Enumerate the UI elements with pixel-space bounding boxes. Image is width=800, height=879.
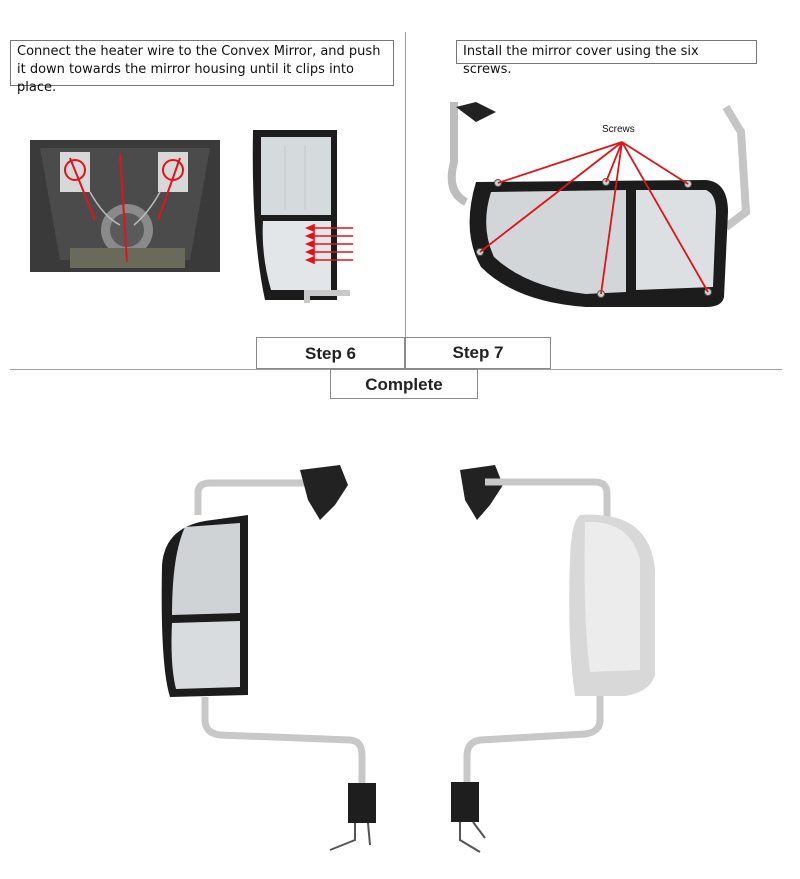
complete-label: Complete [330,369,478,399]
screws-label: Screws [602,124,635,135]
step6-instruction: Connect the heater wire to the Convex Mirror, and push it down towards the mirror housing until it clips into place. [10,40,394,86]
step7-label: Step 7 [405,337,551,369]
step6-label: Step 6 [256,337,405,369]
step6-housing-photo [30,140,220,272]
complete-right-mirror-photo [425,460,665,860]
step7-mirror-photo [436,102,756,318]
step6-mirror-photo [245,125,355,310]
complete-left-mirror-photo [150,465,380,860]
step7-instruction: Install the mirror cover using the six screws. [456,40,757,64]
vertical-divider [405,32,406,370]
